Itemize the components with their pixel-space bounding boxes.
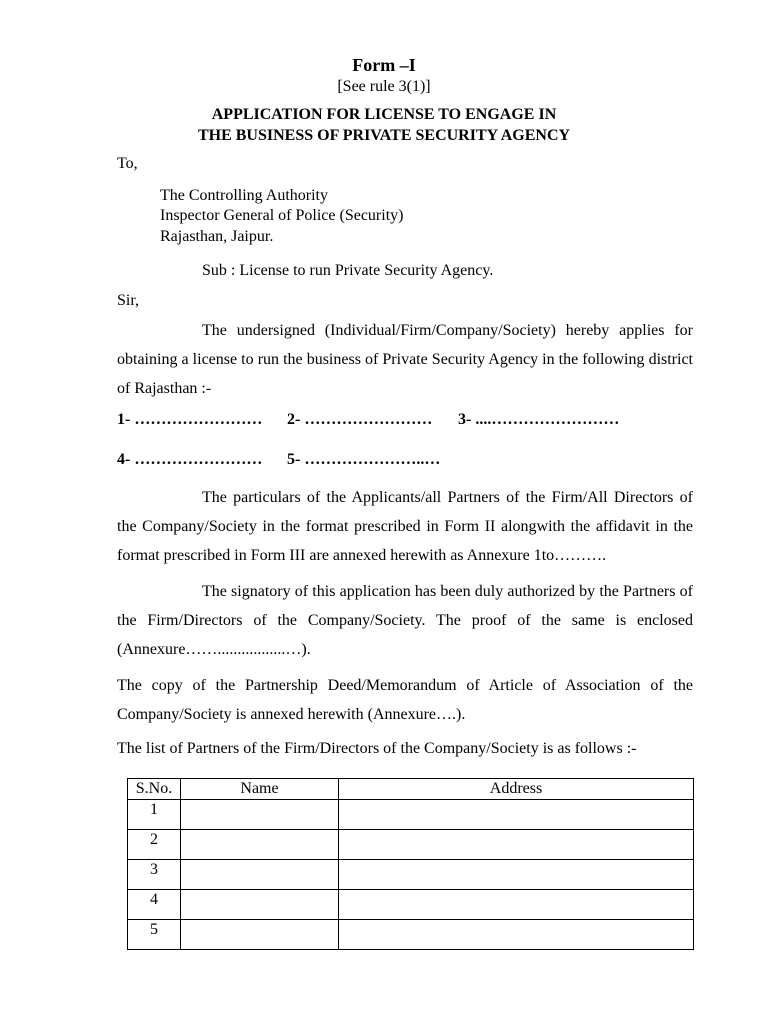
cell-address[interactable]: [339, 860, 694, 890]
district-field-4[interactable]: 4- ……………………: [117, 451, 263, 468]
cell-sno: 3: [128, 860, 181, 890]
table-row: [128, 890, 694, 920]
cell-name[interactable]: [181, 890, 339, 920]
paragraph-partners-list: The list of Partners of the Firm/Directors of the Company/Society is as follows :-: [117, 740, 637, 757]
subject-line: Sub : License to run Private Security Agency.: [202, 262, 494, 279]
salutation-to: To,: [117, 155, 138, 172]
table-row: [128, 920, 694, 950]
table-row: [128, 800, 694, 830]
cell-address[interactable]: [339, 800, 694, 830]
cell-name[interactable]: [181, 800, 339, 830]
paragraph-partnership-deed: [117, 671, 693, 729]
cell-sno: 4: [128, 890, 181, 920]
cell-sno: 2: [128, 830, 181, 860]
address-line: The Controlling Authority: [160, 187, 328, 204]
form-heading-line2: THE BUSINESS OF PRIVATE SECURITY AGENCY: [197, 127, 571, 144]
table-row: [128, 860, 694, 890]
paragraph-particulars: [117, 483, 693, 570]
cell-sno: 5: [128, 920, 181, 950]
address-line: Rajasthan, Jaipur.: [160, 228, 274, 245]
district-field-2[interactable]: 2- ……………………: [287, 411, 433, 428]
column-header-name: Name: [181, 779, 339, 800]
greeting: Sir,: [117, 292, 140, 309]
rule-reference: [See rule 3(1)]: [337, 78, 431, 95]
cell-name[interactable]: [181, 860, 339, 890]
table-header-row: [128, 779, 694, 800]
column-header-address: Address: [339, 779, 694, 800]
cell-name[interactable]: [181, 920, 339, 950]
paragraph-text: The copy of the Partnership Deed/Memorandum of Article of Association of the Company/Society is annexed herewith (Annexure….).: [117, 677, 693, 723]
cell-address[interactable]: [339, 890, 694, 920]
district-field-5[interactable]: 5- …………………..…: [287, 451, 441, 468]
form-heading-line1: APPLICATION FOR LICENSE TO ENGAGE IN: [211, 106, 557, 123]
district-field-3[interactable]: 3- ....……………………: [458, 411, 620, 428]
paragraph-application: [117, 316, 693, 403]
paragraph-signatory: [117, 577, 693, 664]
district-field-1[interactable]: 1- ……………………: [117, 411, 263, 428]
table-row: [128, 830, 694, 860]
address-line: Inspector General of Police (Security): [160, 207, 404, 224]
column-header-sno: S.No.: [128, 779, 181, 800]
cell-name[interactable]: [181, 830, 339, 860]
paragraph-text: The particulars of the Applicants/all Partners of the Firm/All Directors of the Company/Society in the format prescribed in Form II alongwith the affidavit in the format prescribed in Form III are annexed herewith as Annexure 1to……….: [117, 489, 693, 564]
partners-table: [127, 778, 694, 950]
paragraph-text: The undersigned (Individual/Firm/Company/Society) hereby applies for obtaining a license to run the business of Private Security Agency in the following district of Rajasthan :-: [117, 322, 693, 397]
form-title: Form –I: [352, 55, 416, 75]
paragraph-text: The signatory of this application has been duly authorized by the Partners of the Firm/Directors of the Company/Society. The proof of the same is enclosed (Annexure…….................…).: [117, 583, 693, 658]
cell-sno: 1: [128, 800, 181, 830]
cell-address[interactable]: [339, 830, 694, 860]
cell-address[interactable]: [339, 920, 694, 950]
